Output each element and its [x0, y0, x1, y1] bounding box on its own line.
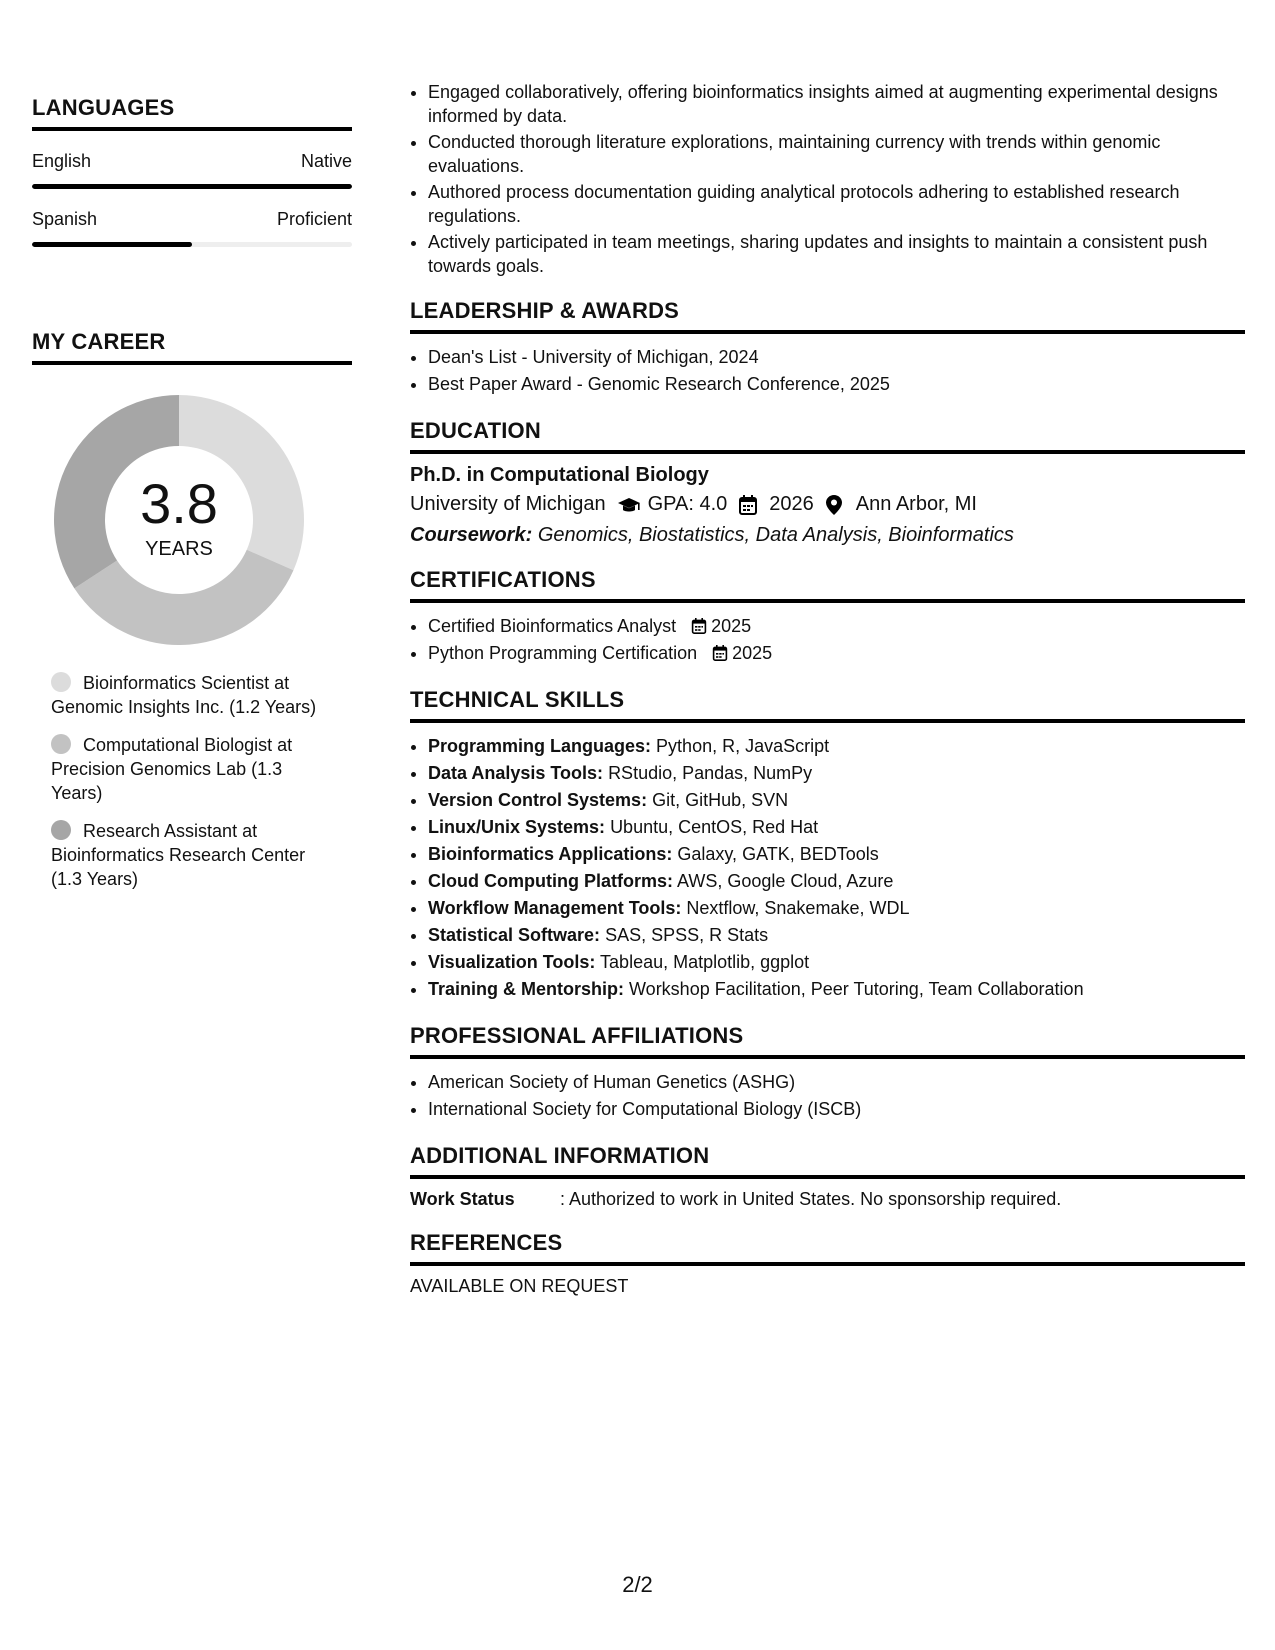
experience-bullet-list [410, 80, 1245, 278]
skill-label: Training & Mentorship: [428, 979, 624, 999]
career-heading: MY CAREER [32, 329, 352, 365]
page-number: 2/2 [622, 1572, 653, 1597]
career-total-years: 3.8 [140, 471, 218, 535]
skills-section [410, 687, 1245, 1003]
affiliation-item: • International Society for Computational Biology (ISCB) [428, 1096, 1245, 1123]
skill-value: Python, R, JavaScript [656, 736, 830, 756]
skill-value: Tableau, Matplotlib, ggplot [600, 952, 810, 972]
experience-bullet: • Actively participated in team meetings, sharing updates and insights to maintain a consistent push towards goals. [428, 230, 1245, 278]
education-gpa: GPA: 4.0 [647, 493, 728, 515]
education-section [410, 418, 1245, 547]
skill-label: Workflow Management Tools: [428, 898, 682, 918]
language-proficiency-fill [32, 184, 352, 189]
skill-label: Statistical Software: [428, 925, 601, 945]
experience-bullet: • Authored process documentation guiding analytical protocols adhering to established research regulations. [428, 180, 1245, 228]
language-proficiency-bar [32, 242, 352, 247]
award-item: • Dean's List - University of Michigan, 2024 [428, 344, 1245, 371]
skill-value: Nextflow, Snakemake, WDL [686, 898, 910, 918]
career-legend-item [51, 671, 321, 719]
leadership-section [410, 298, 1245, 398]
calendar-icon [691, 615, 707, 631]
education-location: Ann Arbor, MI [855, 493, 977, 515]
certification-item [428, 640, 1245, 667]
calendar-icon [712, 642, 728, 658]
graduation-cap-icon [618, 495, 640, 515]
work-status-label: Work Status [410, 1189, 515, 1209]
affiliation-item: • American Society of Human Genetics (ASHG) [428, 1069, 1245, 1096]
certifications-section [410, 567, 1245, 667]
coursework-label: Coursework: [410, 524, 533, 546]
language-name: Spanish [32, 209, 98, 229]
skill-item [428, 814, 1245, 841]
certification-item [428, 613, 1245, 640]
skill-value: Ubuntu, CentOS, Red Hat [610, 817, 819, 837]
additional-info-section [410, 1143, 1245, 1210]
calendar-icon [739, 495, 761, 515]
education-school: University of Michigan [410, 493, 606, 515]
career-legend-item [51, 733, 321, 805]
language-item [32, 209, 352, 247]
award-item: • Best Paper Award - Genomic Research Conference, 2025 [428, 371, 1245, 398]
education-heading: EDUCATION [410, 418, 1245, 454]
references-section [410, 1230, 1245, 1297]
skill-item [428, 733, 1245, 760]
experience-bullet: • Engaged collaboratively, offering bioinformatics insights aimed at augmenting experimental designs informed by data. [428, 80, 1245, 128]
additional-info-heading: ADDITIONAL INFORMATION [410, 1143, 1245, 1179]
legend-dot [51, 672, 71, 692]
skill-item [428, 760, 1245, 787]
certification-year: 2025 [732, 643, 773, 663]
left-column [32, 95, 352, 905]
skill-label: Bioinformatics Applications: [428, 844, 673, 864]
legend-dot [51, 820, 71, 840]
language-name: English [32, 151, 92, 171]
certifications-heading: CERTIFICATIONS [410, 567, 1245, 603]
skill-label: Version Control Systems: [428, 790, 648, 810]
skill-item [428, 895, 1245, 922]
education-degree: Ph.D. in Computational Biology [410, 464, 709, 486]
skill-item [428, 922, 1245, 949]
skill-item [428, 976, 1245, 1003]
leadership-heading: LEADERSHIP & AWARDS [410, 298, 1245, 334]
skill-item [428, 841, 1245, 868]
certification-year: 2025 [711, 616, 752, 636]
career-legend-item [51, 819, 321, 891]
experience-bullet: • Conducted thorough literature explorations, maintaining currency with trends within genomic evaluations. [428, 130, 1245, 178]
career-role-label: Bioinformatics Scientist at Genomic Insights Inc. (1.2 Years) [51, 673, 317, 717]
affiliations-heading: PROFESSIONAL AFFILIATIONS [410, 1023, 1245, 1059]
career-role-label: Research Assistant at Bioinformatics Research Center (1.3 Years) [51, 821, 306, 889]
skill-label: Linux/Unix Systems: [428, 817, 606, 837]
skill-value: Git, GitHub, SVN [652, 790, 789, 810]
skill-item [428, 787, 1245, 814]
education-year: 2026 [769, 493, 814, 515]
language-level: Native [300, 151, 352, 171]
work-status-value: : Authorized to work in United States. No sponsorship required. [560, 1189, 1062, 1209]
skill-value: Workshop Facilitation, Peer Tutoring, Team Collaboration [629, 979, 1084, 999]
skill-value: AWS, Google Cloud, Azure [677, 871, 894, 891]
career-total-unit: YEARS [145, 537, 213, 560]
affiliations-section [410, 1023, 1245, 1123]
certification-name: Certified Bioinformatics Analyst [428, 616, 677, 636]
skill-value: RStudio, Pandas, NumPy [608, 763, 813, 783]
skill-item [428, 949, 1245, 976]
language-proficiency-bar [32, 184, 352, 189]
skill-label: Data Analysis Tools: [428, 763, 604, 783]
language-item [32, 151, 352, 189]
legend-dot [51, 734, 71, 754]
languages-heading: LANGUAGES [32, 95, 352, 131]
skill-item [428, 868, 1245, 895]
skill-label: Programming Languages: [428, 736, 652, 756]
education-details [410, 493, 1245, 516]
language-level: Proficient [276, 209, 352, 229]
career-section [32, 329, 352, 891]
skill-label: Cloud Computing Platforms: [428, 871, 673, 891]
career-role-label: Computational Biologist at Precision Genomics Lab (1.3 Years) [51, 735, 293, 803]
skills-heading: TECHNICAL SKILLS [410, 687, 1245, 723]
references-text: AVAILABLE ON REQUEST [410, 1276, 629, 1296]
certification-name: Python Programming Certification [428, 643, 698, 663]
skill-value: SAS, SPSS, R Stats [605, 925, 769, 945]
education-coursework [410, 524, 1245, 547]
location-pin-icon [826, 495, 848, 515]
work-status-row [410, 1189, 1245, 1210]
references-heading: REFERENCES [410, 1230, 1245, 1266]
skill-label: Visualization Tools: [428, 952, 596, 972]
language-proficiency-fill [32, 242, 192, 247]
coursework-list: Genomics, Biostatistics, Data Analysis, Bioinformatics [537, 524, 1014, 546]
career-legend [32, 671, 352, 891]
skill-value: Galaxy, GATK, BEDTools [677, 844, 879, 864]
right-column [410, 80, 1245, 1297]
career-donut-chart [54, 395, 304, 645]
